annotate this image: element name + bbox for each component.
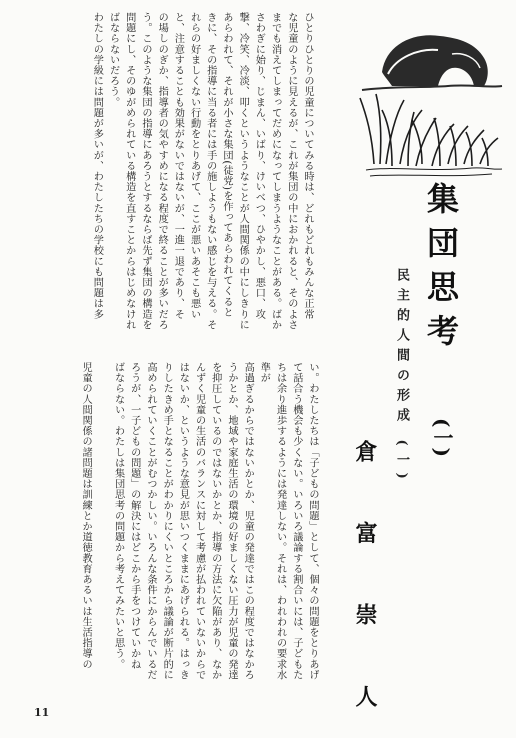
author-name: 倉 富 崇 人 [352,440,378,733]
article-title-number: (一) [430,418,454,457]
article-title: 集団思考 [422,182,460,358]
body-text-upper: ひとりひとりの児童についてみる時は、どれもどれもみんな正常 な児童のように見えるが、これが集団の中におかれると、そのよさ までも消えてしまってだめになってしまうようなことがある。ばか さわぎに始り、じまん、いばり、けいべつ、ひやかし、悪口、攻 撃、冷笑、冷淡、叩くというようなことが人間関係の中にしきりに あらわれて、それが小さな集団(徒党)を作ってあらわれてくると きに、その指導に当る者には手の施しようもない感じを与える。そ れらの好ましくない行動をとりあげて、ここが悪いあそこも悪い と、注意することも効果がないではないが、一進一退であり、そ の場しのぎか、指導者の気やすめになる程度で終ることが多いだろ う。このような集団の指導にあろうとするならば先ず集団の構造を 問題にし、そのゆがめられている構造を直すことからはじめなけれ ばならないだろう。 わたしの学級には問題が多いが、わたしたちの学校にも問題は多 [91,12,313,330]
body-text-lower: い。わたしたちは「子どもの問題」として、個々の問題をとりあげ て話合う機会も少くない。いろいろ議論する割合いには、子どもた ちは余り進歩するようには発達しない。それは、われわれの要求水準が 高過ぎるからではないかとか、児童の発達ではこの程度ではなかろ うかとか、地域や家庭生活の環境の好ましくない圧力が児童の発達 を抑圧しているのではないかとか、指導の方法に欠陥があり、なか んずく児童の生活のバランスに対して考慮が払われていないからで はないか、というような意見が思いつくままにあげられる。はっき りしたきめ手となることがわかりにくいところから議論が断片的に 高められていくことがむつかしい。いろんな条件にからんでいるだ ろうが、一子どもの問題」の解決にはどこから手をつけていかね ばならない。わたしは集団思考の問題から考えてみたいと思う。 児童の人間関係の諸問題は訓練とか道徳教育あるいは生活指導の [80,362,318,680]
page-number: 11 [34,706,50,719]
article-subtitle: 民主的人間の形成 (一) [394,268,409,486]
landscape-sketch-illustration [352,14,508,184]
